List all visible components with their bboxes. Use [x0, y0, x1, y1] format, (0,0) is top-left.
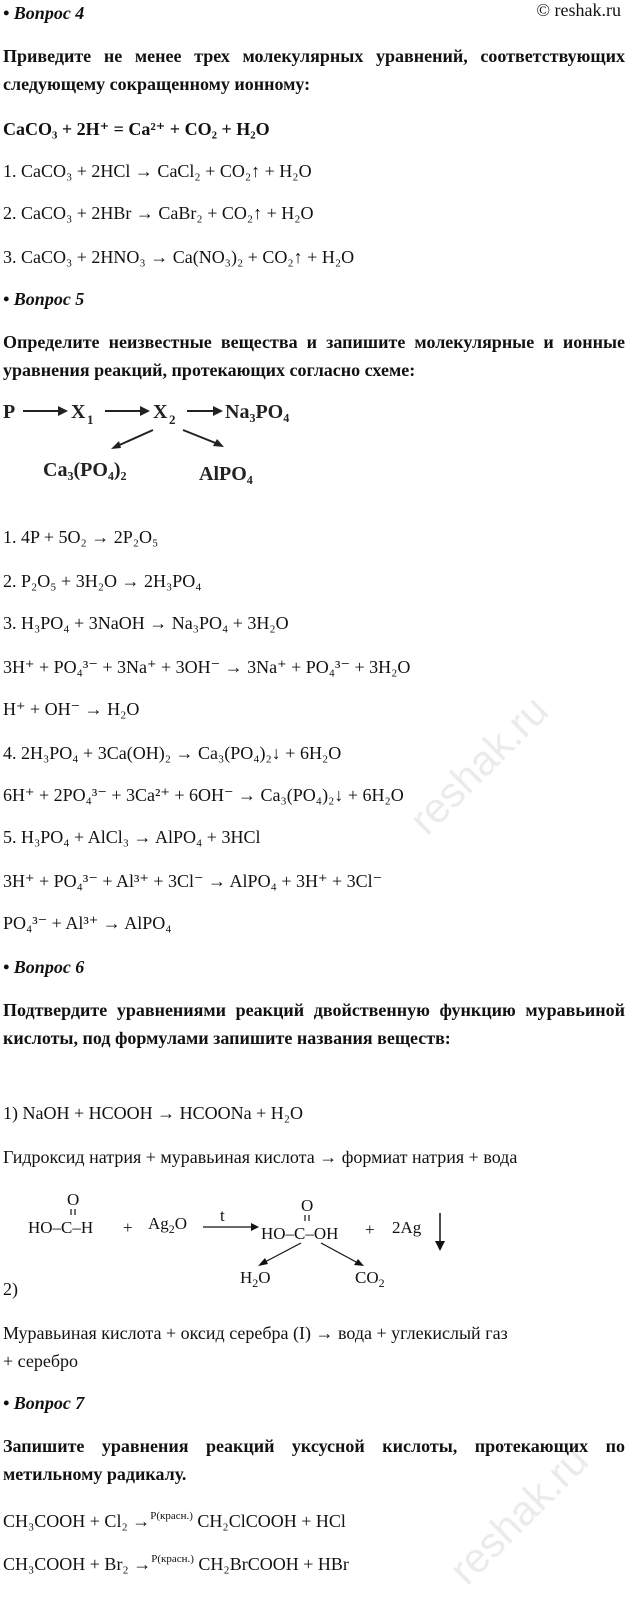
answer-line: 3. H₃PO₄ + 3NaOH → Na₃PO₄ + 3H₂O — [3, 613, 289, 633]
answer-line: 6H⁺ + 2PO₄³⁻ + 3Ca²⁺ + 6OH⁻ → Ca₃(PO₄)₂↓ + 6H₂O — [3, 785, 404, 805]
answer-line: 3. CaCO₃ + 2HNO₃ → Ca(NO₃)₂ + CO₂↑ + H₂O — [3, 247, 355, 267]
copyright-label: © reshak.ru — [536, 0, 621, 20]
answer-line: 2. P₂O₅ + 3H₂O → 2H₃PO₄ — [3, 571, 202, 591]
answer-line: 1. CaCO₃ + 2HCl → CaCl₂ + CO₂↑ + H₂O — [3, 161, 312, 181]
answer-line: 3H⁺ + PO₄³⁻ + Al³⁺ + 3Cl⁻ → AlPO₄ + 3H⁺ + 3Cl⁻ — [3, 871, 383, 891]
watermark: reshak.ru — [400, 686, 558, 844]
equation-right: CH₂ClCOOH + HCl — [192, 1511, 346, 1531]
answer-line: 1. 4P + 5O₂ → 2P₂O₅ — [3, 527, 159, 547]
scheme-x2-sub: 2 — [169, 412, 176, 427]
equation-names: Гидроксид натрия + муравьиная кислота → формиат натрия + вода — [3, 1147, 518, 1167]
co2-formula: $CO_2$ — [355, 1268, 385, 1288]
formic-acid-reaction-diagram — [3, 1183, 473, 1288]
heat-label: t — [220, 1206, 225, 1225]
answer-line: 2. CaCO₃ + 2HBr → CaBr₂ + CO₂↑ + H₂O — [3, 203, 314, 223]
ionic-equation: CaCO₃ + 2H⁺ = Ca²⁺ + CO₂ + H₂O — [3, 119, 270, 139]
reaction-scheme — [3, 392, 303, 497]
scheme-x2: X — [153, 401, 168, 423]
answer-line: H⁺ + OH⁻ → H₂O — [3, 699, 140, 719]
silver-oxide-formula: $Ag_2O$ — [148, 1214, 188, 1236]
equation-left: CH₃COOH + Br₂ → — [3, 1554, 152, 1574]
watermark: reshak.ru — [440, 1436, 598, 1594]
scheme-x1-sub: 1 — [87, 412, 94, 427]
equation-names: Муравьиная кислота + оксид серебра (I) → вода + углекислый газ — [3, 1323, 508, 1343]
answer-line: PO₄³⁻ + Al³⁺ → AlPO₄ — [3, 913, 172, 933]
reaction-condition: P(красн.) — [151, 1553, 194, 1565]
equation-left: CH₃COOH + Cl₂ → — [3, 1511, 151, 1531]
scheme-x1: X — [71, 401, 86, 423]
answer-line: 5. H₃PO₄ + AlCl₃ → AlPO₄ + 3HCl — [3, 827, 261, 847]
silver-formula: 2Ag — [392, 1218, 422, 1237]
equation-line: 1) NaOH + HCOOH → HCOONa + H₂O — [3, 1103, 304, 1123]
question-5-task: Определите неизвестные вещества и запишите молекулярные и ионные уравнения реакций, протекающих согласно схеме: — [3, 332, 625, 380]
water-formula: $H_2O$ — [240, 1268, 271, 1288]
scheme-ca3po42: Ca₃(PO₄)₂ — [43, 459, 127, 481]
formic-acid-formula: HO–C–H — [28, 1218, 94, 1237]
reaction-condition: P(красн.) — [150, 1510, 193, 1522]
plus-sign: + — [123, 1218, 133, 1237]
question-7-task: Запишите уравнения реакций уксусной кислоты, протекающих по метильному радикалу. — [3, 1436, 625, 1484]
oxygen-label: O — [67, 1190, 80, 1209]
equation-names-continued: + серебро — [3, 1351, 78, 1371]
scheme-alpo4: AlPO₄ — [199, 463, 253, 485]
scheme-na3po4: Na₃PO₄ — [225, 401, 290, 423]
answer-line: 3H⁺ + PO₄³⁻ + 3Na⁺ + 3OH⁻ → 3Na⁺ + PO₄³⁻ + 3H₂O — [3, 657, 411, 677]
equation-number: 2) — [3, 1279, 18, 1299]
question-6-task: Подтвердите уравнениями реакций двойственную функцию муравьиной кислоты, под формулами запишите названия веществ: — [3, 1000, 625, 1048]
question-7-header: • Вопрос 7 — [3, 1393, 85, 1413]
oxygen-label: O — [301, 1196, 314, 1215]
equation-right: CH₂BrCOOH + HBr — [193, 1554, 349, 1574]
equation-line — [3, 1505, 346, 1532]
question-4-task: Приведите не менее трех молекулярных уравнений, соответствующих следующему сокращенному ионному: — [3, 46, 625, 94]
equation-line — [3, 1548, 349, 1575]
question-6-header: • Вопрос 6 — [3, 957, 85, 977]
carbonic-acid-formula: HO–C–OH — [261, 1224, 339, 1243]
question-5-header: • Вопрос 5 — [3, 289, 85, 309]
scheme-p: P — [3, 401, 16, 423]
plus-sign: + — [365, 1220, 375, 1239]
answer-line: 4. 2H₃PO₄ + 3Ca(OH)₂ → Ca₃(PO₄)₂↓ + 6H₂O — [3, 743, 342, 763]
question-4-header: • Вопрос 4 — [3, 3, 85, 23]
